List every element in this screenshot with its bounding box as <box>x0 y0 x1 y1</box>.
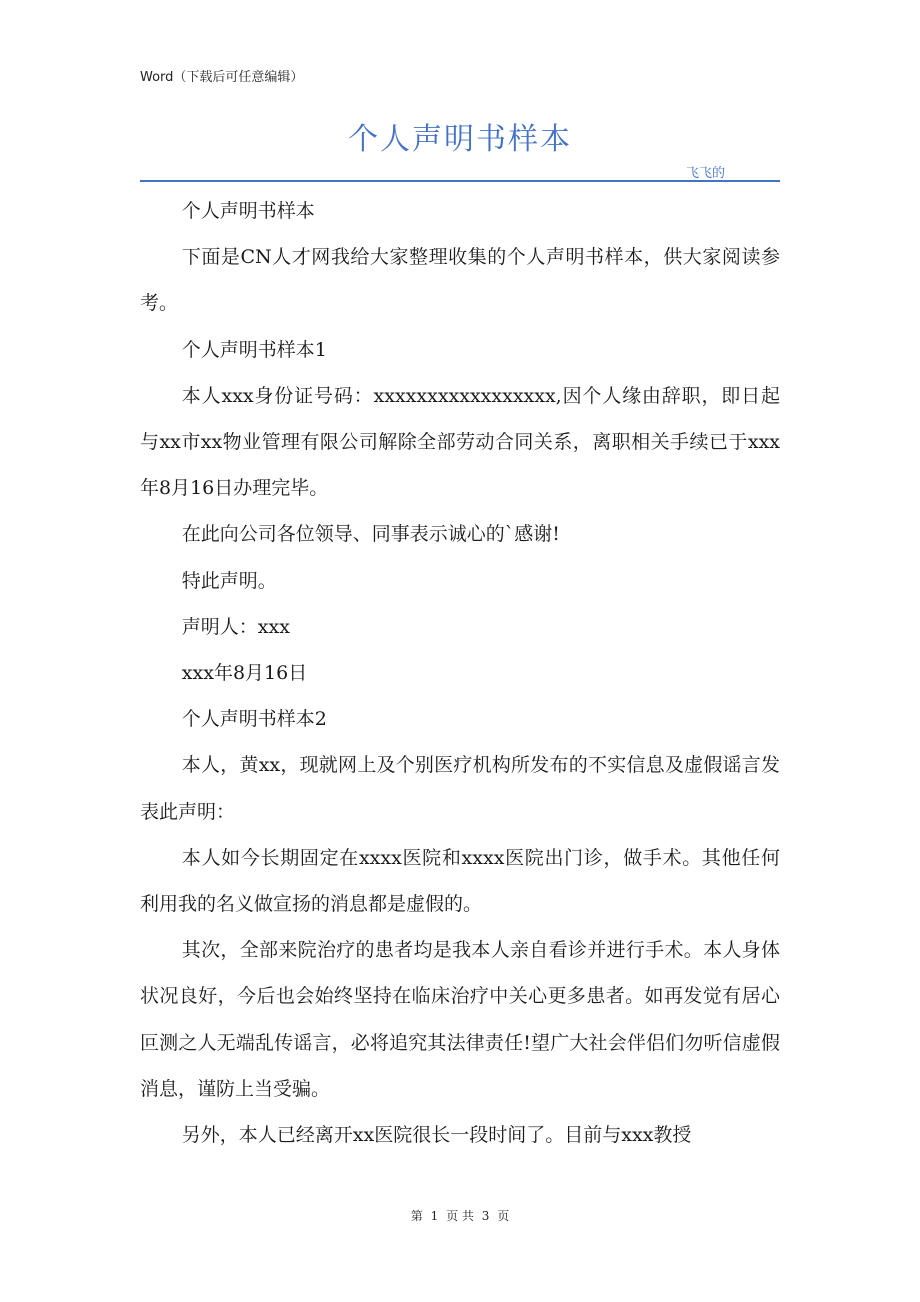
paragraph-sample-2-heading: 个人声明书样本2 <box>181 708 327 731</box>
document-body <box>140 188 780 1158</box>
paragraph: 本人xxx身份证号码：xxxxxxxxxxxxxxxxx,因个人缘由辞职，即日起与xx市xx物业管理有限公司解除全部劳动合同关系，离职相关手续已于xxx年8月16日办理完毕。 <box>140 384 780 500</box>
document-title: 个人声明书样本 <box>348 122 572 157</box>
paragraph: 其次，全部来院治疗的患者均是我本人亲自看诊并进行手术。本人身体状况良好，今后也会始终坚持在临床治疗中关心更多患者。如再发觉有居心叵测之人无端乱传谣言，必将追究其法律责任!望广大社会伴侣们勿听信虚假消息，谨防上当受骗。 <box>140 939 780 1100</box>
paragraph: 下面是CN人才网我给大家整理收集的个人声明书样本，供大家阅读参考。 <box>140 246 780 315</box>
total-pages-number: 3 <box>481 1209 490 1223</box>
page-footer <box>0 1207 920 1224</box>
paragraph-heading: 个人声明书样本 <box>181 200 315 222</box>
footer-label-post: 页 <box>497 1209 510 1223</box>
paragraph: 本人如今长期固定在xxxx医院和xxxx医院出门诊，做手术。其他任何利用我的名义做宣扬的消息都是虚假的。 <box>140 846 780 916</box>
paragraph: 特此声明。 <box>181 569 277 592</box>
footer-label-mid: 页 共 <box>446 1209 474 1223</box>
paragraph: 在此向公司各位领导、同事表示诚心的`感谢! <box>181 523 560 546</box>
footer-label-pre: 第 <box>410 1209 423 1223</box>
paragraph-date: xxx年8月16日 <box>181 662 308 685</box>
author-name: 飞飞的 <box>686 166 726 181</box>
paragraph-declarant: 声明人：xxx <box>181 615 290 638</box>
title-underline <box>140 180 780 182</box>
paragraph-sample-1-heading: 个人声明书样本1 <box>181 338 327 361</box>
header-note: Word（下载后可任意编辑） <box>140 70 304 85</box>
current-page-number: 1 <box>430 1209 439 1223</box>
paragraph: 本人，黄xx，现就网上及个别医疗机构所发布的不实信息及虚假谣言发表此声明： <box>140 754 780 823</box>
paragraph: 另外，本人已经离开xx医院很长一段时间了。目前与xxx教授 <box>181 1124 692 1147</box>
